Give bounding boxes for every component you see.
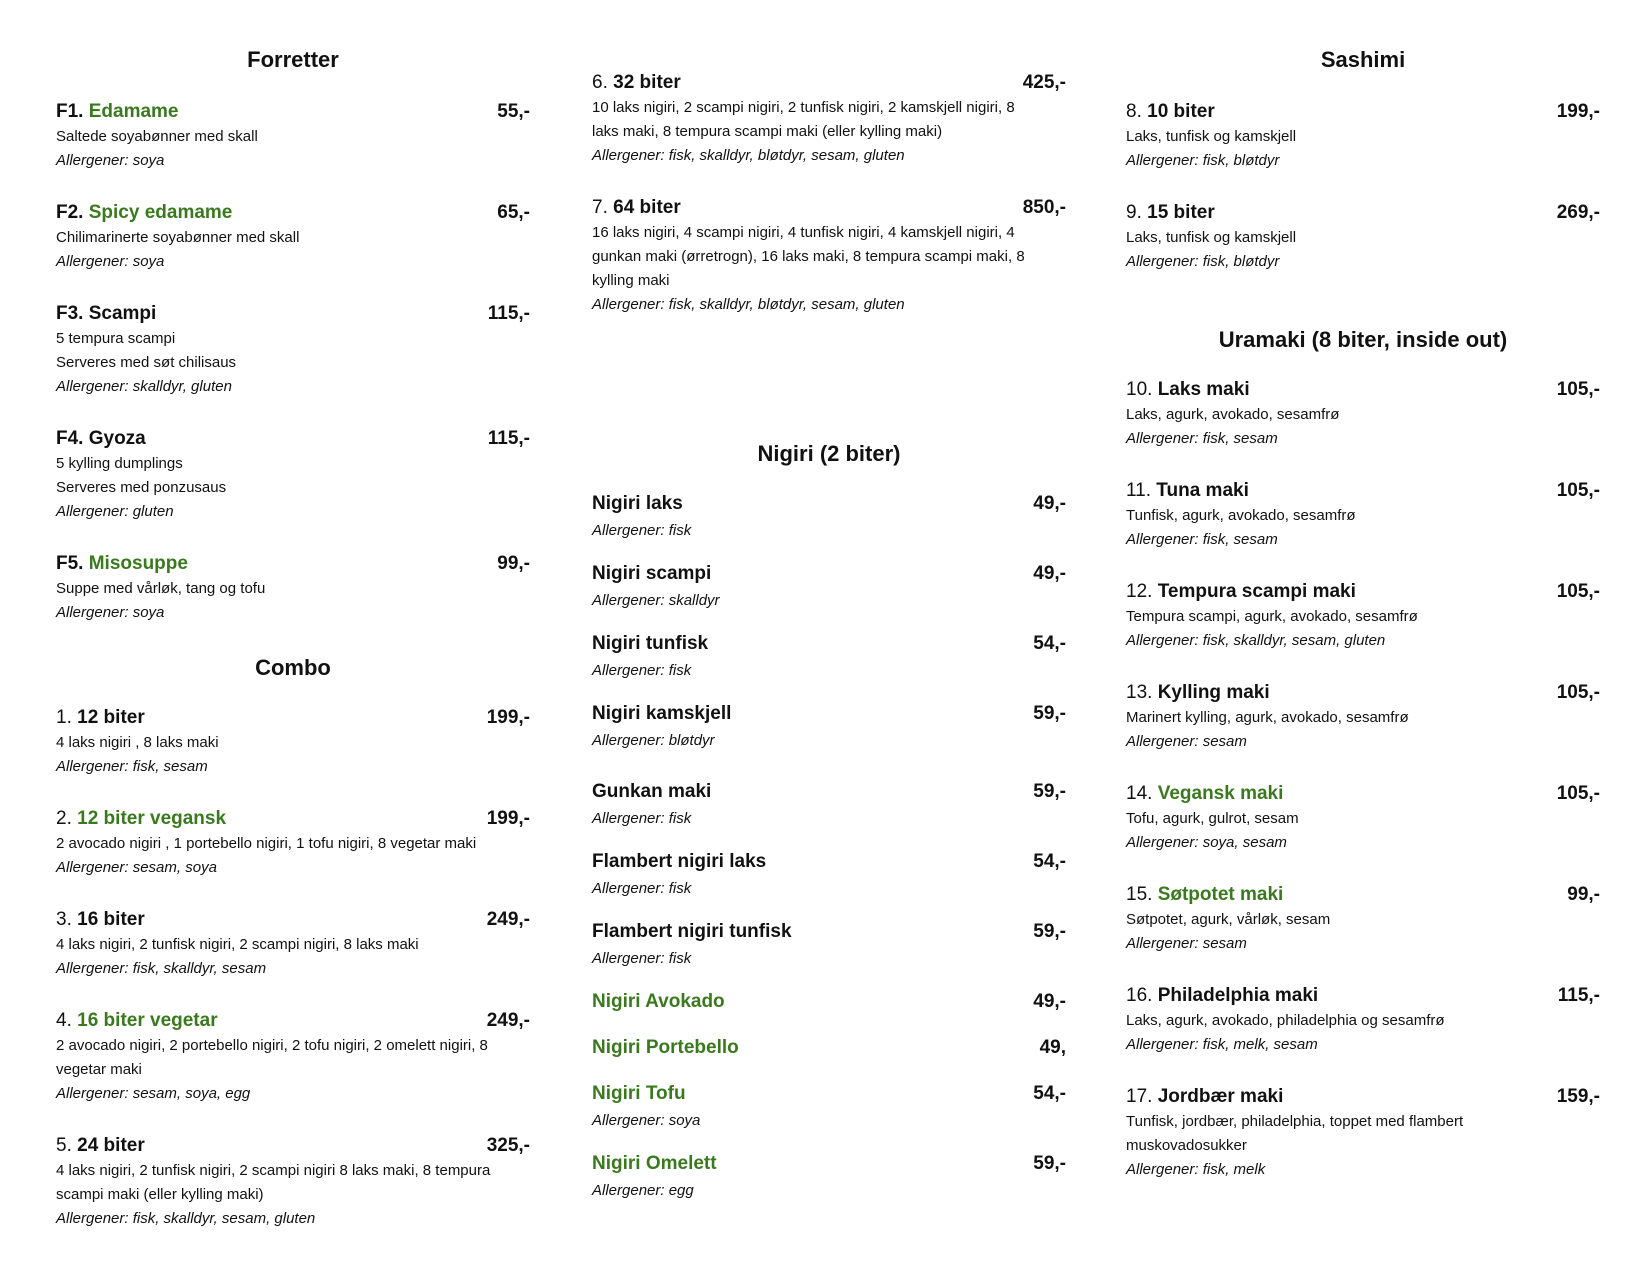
item-title: Edamame — [88, 101, 179, 122]
item-title: Vegansk maki — [1157, 783, 1284, 804]
menu-item-combo-4 — [56, 1009, 530, 1105]
item-description-line2: gunkan maki (ørretrogn), 16 laks maki, 8 tempura scampi maki, 8 — [592, 248, 1025, 265]
item-name — [56, 1134, 145, 1158]
item-allergen: Allergener: gluten — [56, 503, 174, 520]
item-description: Laks, agurk, avokado, sesamfrø — [1126, 406, 1340, 423]
menu-item-nigiri-avokado — [592, 990, 1066, 1014]
item-title: Jordbær maki — [1157, 1086, 1284, 1107]
section-title-nigiri: Nigiri (2 biter) — [757, 441, 901, 466]
item-allergen: Allergener: sesam, soya — [56, 859, 217, 876]
menu-item-uramaki-16 — [1126, 984, 1600, 1056]
item-allergen: Allergener: sesam — [1126, 935, 1247, 952]
item-allergen: Allergener: fisk, skalldyr, sesam, gluten — [56, 1210, 316, 1227]
menu-item-combo-6 — [592, 71, 1066, 167]
item-name — [1126, 479, 1249, 503]
item-name — [56, 201, 232, 225]
item-code: 7. — [592, 197, 608, 218]
item-code: F4. — [56, 428, 84, 449]
item-allergen: Allergener: soya — [56, 604, 165, 621]
item-description-line2: scampi maki (eller kylling maki) — [56, 1186, 264, 1203]
item-name: Nigiri laks — [592, 493, 683, 514]
item-description: 4 laks nigiri , 8 laks maki — [56, 734, 219, 751]
item-price: 115,- — [487, 303, 530, 324]
item-description: Chilimarinerte soyabønner med skall — [56, 229, 300, 246]
menu-item-flambert-laks — [592, 850, 1066, 900]
item-name — [592, 196, 681, 220]
item-price: 49,- — [1033, 991, 1066, 1012]
menu-item-f2 — [56, 201, 530, 273]
menu-item-f3 — [56, 302, 530, 398]
item-price: 105,- — [1556, 682, 1600, 703]
item-allergen: Allergener: skalldyr, gluten — [56, 378, 232, 395]
menu-item-nigiri-tunfisk — [592, 632, 1066, 682]
item-allergen: Allergener: soya, sesam — [1126, 834, 1287, 851]
item-price: 199,- — [486, 808, 530, 829]
menu-item-uramaki-17 — [1126, 1085, 1600, 1181]
menu-item-uramaki-12 — [1126, 580, 1600, 652]
menu-item-combo-1 — [56, 706, 530, 778]
item-description: 10 laks nigiri, 2 scampi nigiri, 2 tunfisk nigiri, 2 kamskjell nigiri, 8 — [592, 99, 1015, 116]
item-price: 49, — [1039, 1037, 1066, 1058]
item-price: 59,- — [1033, 781, 1066, 802]
item-allergen: Allergener: fisk — [592, 810, 692, 827]
menu-item-flambert-tunfisk — [592, 920, 1066, 970]
item-name — [1126, 681, 1270, 705]
item-allergen: Allergener: fisk, bløtdyr — [1126, 253, 1280, 270]
item-name — [1126, 580, 1356, 604]
item-description: Laks, tunfisk og kamskjell — [1126, 229, 1297, 246]
menu-item-combo-7 — [592, 196, 1066, 316]
item-allergen: Allergener: fisk, melk — [1126, 1161, 1266, 1178]
item-allergen: Allergener: fisk, sesam — [56, 758, 208, 775]
item-price: 249,- — [486, 909, 530, 930]
item-description-line2: muskovadosukker — [1126, 1137, 1247, 1154]
item-allergen: Allergener: soya — [56, 253, 165, 270]
item-description: 16 laks nigiri, 4 scampi nigiri, 4 tunfisk nigiri, 4 kamskjell nigiri, 4 — [592, 224, 1015, 241]
item-description: Tunfisk, agurk, avokado, sesamfrø — [1126, 507, 1356, 524]
item-name — [56, 807, 226, 831]
item-description: Laks, tunfisk og kamskjell — [1126, 128, 1297, 145]
item-price: 199,- — [486, 707, 530, 728]
item-price: 850,- — [1022, 197, 1066, 218]
menu-item-sashimi-9 — [1126, 201, 1600, 273]
item-price: 325,- — [486, 1135, 530, 1156]
item-name — [56, 1009, 218, 1033]
item-description-line2: vegetar maki — [56, 1061, 142, 1078]
item-allergen: Allergener: fisk — [592, 880, 692, 897]
item-allergen: Allergener: fisk, bløtdyr — [1126, 152, 1280, 169]
item-description: Saltede soyabønner med skall — [56, 128, 258, 145]
item-title: 16 biter — [77, 909, 145, 930]
item-name: Nigiri Avokado — [592, 991, 725, 1012]
item-code: 5. — [56, 1135, 72, 1156]
menu-item-combo-5 — [56, 1134, 530, 1230]
item-code: F5. — [56, 553, 84, 574]
item-allergen: Allergener: bløtdyr — [592, 732, 715, 749]
menu-item-combo-3 — [56, 908, 530, 980]
item-name — [1126, 883, 1283, 907]
item-description: 4 laks nigiri, 2 tunfisk nigiri, 2 scampi nigiri 8 laks maki, 8 tempura — [56, 1162, 491, 1179]
item-description-line2: Serveres med søt chilisaus — [56, 354, 237, 371]
item-name: Nigiri tunfisk — [592, 633, 709, 654]
item-name — [1126, 378, 1250, 402]
item-code: 11. — [1126, 480, 1152, 501]
item-description: Søtpotet, agurk, vårløk, sesam — [1126, 911, 1331, 928]
item-code: 3. — [56, 909, 72, 930]
item-allergen: Allergener: soya — [592, 1112, 701, 1129]
item-price: 99,- — [497, 553, 530, 574]
item-price: 105,- — [1556, 480, 1600, 501]
item-title: Søtpotet maki — [1157, 884, 1284, 905]
item-price: 425,- — [1022, 72, 1066, 93]
menu-item-uramaki-10 — [1126, 378, 1600, 450]
item-description: Tunfisk, jordbær, philadelphia, toppet med flambert — [1126, 1113, 1464, 1130]
item-description: Marinert kylling, agurk, avokado, sesamfrø — [1126, 709, 1409, 726]
item-title: Tempura scampi maki — [1157, 581, 1356, 602]
item-name: Flambert nigiri tunfisk — [592, 921, 792, 942]
item-code: 2. — [56, 808, 72, 829]
item-price: 105,- — [1556, 581, 1600, 602]
item-description-line2: Serveres med ponzusaus — [56, 479, 227, 496]
item-title: Philadelphia maki — [1157, 985, 1319, 1006]
item-price: 105,- — [1556, 379, 1600, 400]
item-price: 199,- — [1556, 101, 1600, 122]
menu-item-sashimi-8 — [1126, 100, 1600, 172]
item-name: Nigiri scampi — [592, 563, 712, 584]
menu-item-nigiri-portebello — [592, 1036, 1066, 1060]
item-price: 54,- — [1033, 1083, 1066, 1104]
item-title: Tuna maki — [1156, 480, 1249, 501]
item-name: Nigiri Omelett — [592, 1153, 717, 1174]
item-price: 115,- — [1557, 985, 1600, 1006]
item-title: Misosuppe — [88, 553, 188, 574]
item-title: 24 biter — [77, 1135, 145, 1156]
section-title-uramaki: Uramaki (8 biter, inside out) — [1218, 327, 1508, 352]
item-name — [1126, 201, 1215, 225]
item-name: Nigiri kamskjell — [592, 703, 732, 724]
item-name: Flambert nigiri laks — [592, 851, 767, 872]
menu-item-uramaki-11 — [1126, 479, 1600, 551]
item-price: 159,- — [1556, 1086, 1600, 1107]
item-title: Gyoza — [88, 428, 146, 449]
menu-item-nigiri-kamskjell — [592, 702, 1066, 752]
menu-item-uramaki-13 — [1126, 681, 1600, 753]
item-allergen: Allergener: skalldyr — [592, 592, 720, 609]
item-name — [56, 100, 179, 124]
item-name — [56, 427, 146, 451]
item-allergen: Allergener: fisk, sesam — [1126, 531, 1278, 548]
item-description: Tempura scampi, agurk, avokado, sesamfrø — [1126, 608, 1418, 625]
item-code: 4. — [56, 1010, 72, 1031]
item-allergen: Allergener: sesam — [1126, 733, 1247, 750]
item-description: Suppe med vårløk, tang og tofu — [56, 580, 266, 597]
item-price: 269,- — [1556, 202, 1600, 223]
item-allergen: Allergener: fisk, melk, sesam — [1126, 1036, 1318, 1053]
item-price: 54,- — [1033, 851, 1066, 872]
item-name — [1126, 782, 1283, 806]
item-title: Laks maki — [1157, 379, 1250, 400]
item-code: 14. — [1126, 783, 1153, 804]
item-description: 4 laks nigiri, 2 tunfisk nigiri, 2 scampi nigiri, 8 laks maki — [56, 936, 419, 953]
menu-item-nigiri-scampi — [592, 562, 1066, 612]
section-title-combo: Combo — [255, 655, 331, 680]
section-title-sashimi: Sashimi — [1320, 47, 1406, 72]
item-allergen: Allergener: fisk, skalldyr, sesam — [56, 960, 267, 977]
item-code: 15. — [1126, 884, 1153, 905]
item-title: Scampi — [88, 303, 157, 324]
item-name — [56, 552, 188, 576]
menu-item-gunkan-maki — [592, 780, 1066, 830]
item-code: 10. — [1126, 379, 1153, 400]
item-name — [56, 706, 145, 730]
item-code: 6. — [592, 72, 608, 93]
item-price: 55,- — [497, 101, 530, 122]
item-name — [56, 302, 156, 326]
item-title: 15 biter — [1147, 202, 1215, 223]
item-allergen: Allergener: fisk, skalldyr, sesam, gluten — [1126, 632, 1386, 649]
section-title-forretter: Forretter — [247, 47, 339, 72]
item-title: 64 biter — [613, 197, 681, 218]
item-name — [1126, 1085, 1283, 1109]
item-price: 49,- — [1033, 493, 1066, 514]
item-name — [1126, 984, 1318, 1008]
item-price: 59,- — [1033, 703, 1066, 724]
item-title: 12 biter — [77, 707, 145, 728]
menu-item-nigiri-omelett — [592, 1152, 1066, 1202]
menu-item-nigiri-tofu — [592, 1082, 1066, 1132]
item-allergen: Allergener: fisk, skalldyr, bløtdyr, sesam, gluten — [592, 147, 905, 164]
item-code: 1. — [56, 707, 72, 728]
item-code: F1. — [56, 101, 84, 122]
item-price: 249,- — [486, 1010, 530, 1031]
menu-item-uramaki-15 — [1126, 883, 1600, 955]
item-allergen: Allergener: egg — [592, 1182, 694, 1199]
item-title: 32 biter — [613, 72, 681, 93]
item-description-line2: laks maki, 8 tempura scampi maki (eller kylling maki) — [592, 123, 943, 140]
item-code: F2. — [56, 202, 84, 223]
item-code: 12. — [1126, 581, 1153, 602]
item-code: 17. — [1126, 1086, 1153, 1107]
item-title: 12 biter vegansk — [77, 808, 227, 829]
item-name: Nigiri Tofu — [592, 1083, 686, 1104]
item-title: Spicy edamame — [88, 202, 233, 223]
menu-item-f5 — [56, 552, 530, 624]
item-code: 16. — [1126, 985, 1153, 1006]
item-code: 9. — [1126, 202, 1142, 223]
item-code: 13. — [1126, 682, 1153, 703]
item-description-line3: kylling maki — [592, 272, 670, 289]
item-name: Nigiri Portebello — [592, 1037, 739, 1058]
item-description: 5 tempura scampi — [56, 330, 176, 347]
menu-item-uramaki-14 — [1126, 782, 1600, 854]
item-allergen: Allergener: fisk — [592, 950, 692, 967]
menu-item-nigiri-laks — [592, 492, 1066, 542]
item-price: 105,- — [1556, 783, 1600, 804]
item-allergen: Allergener: fisk, skalldyr, bløtdyr, sesam, gluten — [592, 296, 905, 313]
item-price: 49,- — [1033, 563, 1066, 584]
item-price: 59,- — [1033, 921, 1066, 942]
item-name — [56, 908, 145, 932]
item-code: 8. — [1126, 101, 1142, 122]
menu-item-f4 — [56, 427, 530, 523]
item-price: 115,- — [487, 428, 530, 449]
item-allergen: Allergener: fisk — [592, 522, 692, 539]
menu-item-f1 — [56, 100, 530, 172]
item-description: 2 avocado nigiri, 2 portebello nigiri, 2 tofu nigiri, 2 omelett nigiri, 8 — [56, 1037, 488, 1054]
item-description: 5 kylling dumplings — [56, 455, 183, 472]
item-allergen: Allergener: fisk — [592, 662, 692, 679]
item-price: 59,- — [1033, 1153, 1066, 1174]
item-name — [1126, 100, 1215, 124]
item-title: 10 biter — [1147, 101, 1215, 122]
item-code: F3. — [56, 303, 84, 324]
item-allergen: Allergener: soya — [56, 152, 165, 169]
item-allergen: Allergener: sesam, soya, egg — [56, 1085, 251, 1102]
menu-item-combo-2 — [56, 807, 530, 879]
item-description: 2 avocado nigiri , 1 portebello nigiri, 1 tofu nigiri, 8 vegetar maki — [56, 835, 477, 852]
item-title: Kylling maki — [1157, 682, 1270, 703]
item-description: Laks, agurk, avokado, philadelphia og sesamfrø — [1126, 1012, 1445, 1029]
item-allergen: Allergener: fisk, sesam — [1126, 430, 1278, 447]
item-price: 99,- — [1567, 884, 1600, 905]
item-description: Tofu, agurk, gulrot, sesam — [1126, 810, 1299, 827]
item-title: 16 biter vegetar — [77, 1010, 218, 1031]
item-name — [592, 71, 681, 95]
item-name: Gunkan maki — [592, 781, 712, 802]
item-price: 54,- — [1033, 633, 1066, 654]
item-price: 65,- — [497, 202, 530, 223]
